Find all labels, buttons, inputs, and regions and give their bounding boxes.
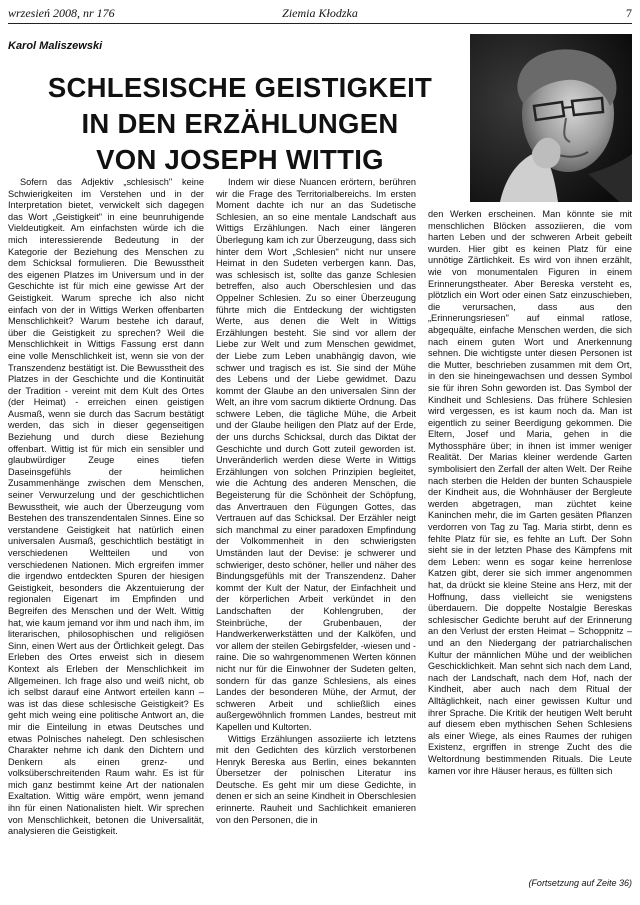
issue-info: wrzesień 2008, nr 176 [8, 6, 115, 20]
title-line-3: VON JOSEPH WITTIG [96, 144, 384, 175]
author-photo [470, 34, 632, 202]
magazine-name: Ziemia Kłodzka [282, 6, 358, 20]
paragraph: Wittigs Erzählungen assoziierte ich letztens mit den Gedichten des kürzlich verstorbenen Henryk Bereska aus Berlin, eines bekannten Übersetzer der polnischen Literatur ins Deutsche. Es geht mir um diese Gedichte, in denen er sich an seine Kindheit in Oberschlesien erinnerte. Rauheit und Sachlichkeit emanieren von den Personen, die in [216, 733, 416, 825]
title-line-1: SCHLESISCHE GEISTIGKEIT [47, 72, 433, 103]
paragraph: Indem wir diese Nuancen erörtern, berühren wir die Frage des Territorialbereichs. Im ersten Moment dachte ich nur an das Sudetische Schlesien, an so eine mentale Landschaft aus Wittigs Erzählungen. Nach einer längeren Überlegung kam ich zur Überzeugung, dass sich hinter dem Wort „Schlesien" nicht nur unsere Heimat in den Sudeten verbergen kann. Das, was schlesisch ist, sollte das ganze Schlesien betreffen, also auch Oberschlesien und das Oppelner Schlesien. Zu so einer Überzeugung führte mich die Entdeckung der wichtigsten Werte, aus denen die Welt in Wittigs Erzählungen besteht. Sie sind vor allem der Liebe zur Welt und zum Menschen gewidmet, der Liebe zum Leben unabhängig davon, wie schwer und tragisch es ist. Sie sind der Mühe des Lebens und der Liebe gewidmet. Dazu kommt der Glaube an den universalen Sinn der Welt, an ihre vom sacrum diktierte Ordnung. Das schwere Leben, die tägliche Mühe, die Arbeit und der Glaube heiligen den Platz auf der Erde, der uns durchs Schicksal, durch das Diktat der Geschichte und durch Gott zuteil geworden ist. Unveränderlich werden diese Werte in Wittigs Erzählungen von solchen Prinzipien begleitet, wie die Achtung des anderen Menschen, die Begeisterung für die Schönheit der Schöpfung, das Anvertrauen den Fügungen Gottes, das Vertrauen auf das Schicksal. Der Erzähler neigt sich manchmal zu einer paradoxen Empfindung der Volkommenheit in den schwierigsten Umständen laut der Devise: je schwerer und schwieriger, desto schöner, heller und näher des Bindungsgefühls mit der Transzendenz. Daher kommt der Kult der Natur, der Einfachheit und der körperlichen Arbeit verkündet in den Landschaften der Kohlengruben, der Steinbrüche, der Grubenbauen, der Handwerkerwerkstätten und der Kalköfen, und vor allem der steilen Gebirgsfelder, -wiesen und -raine. Die so wahrgenommenen Werten können nicht nur für die Einwohner der Sudeten gelten, sondern für das ganze Schlesiens, als eines Landes der besonderen Mühe, der Armut, der schweren Arbeit und schließlich eines außergewöhnlich frommen Landes, bestreut mit Kapellen und Kultorten. [216, 177, 416, 732]
paragraph: den Werken erscheinen. Man könnte sie mit menschlichen Blöcken assoziieren, die vom harten Leben und der schweren Arbeit gebeilt wurden. Hier gibt es keinen Platz für eine unnötige Zärtlichkeit. Es wird von ihnen erzählt, wie von monumentalen Figuren in einem Erinnerungstheater. Aber Bereska versteht es, plötzlich ein Wort oder einen Satz einzuschieben, die verursachen, dass aus den „Erinnerungsriesen" auf einmal ratlose, abgequälte, einfache Menschen werden, die sich nach einem guten Wort und Anerkennung sehnen. Die wichtigste unter diesen Personen ist die Mutter, beschrieben zusammen mit dem Ort, in den sie hineingewachsen und dessen Symbol sie für ihren Sohn geworden ist. Das Symbol der Kindheit und Schlesiens. Das frühere Schlesien wird vergessen, es ist kaum noch da. Man ist eigentlich zu seiner Beerdigung gekommen. Die Eltern, Josef und Maria, gehen in die Mythossphäre über; in ihnen ist immer weniger Realität. Der Marias kleiner werdende Garten symbolisiert den Zerfall der alten Welt. Der Reihe nach sterben die Helden der bunten Schauspiele der Kindheit aus, die Wohnhäuser der Bergleute werden abgetragen, man züchtet keine Kaninchen mehr, die im Garten gesäten Pflanzen verdorren von Tag zu Tag. Maria stirbt, denn es fehlte Platz für sie, es fehlte an Luft. Der Sohn sieht sie in der letzten Phase des Kämpfens mit dem Leben: wenn es sogar keine herrenlose Katzen gibt, derer sie sich immer angenommen hat, da drückt sie kleine Steine ans Herz, mit der Hoffnung, dass vielleicht sie wenigstens überdauern. Die doppelte Nostalgie Bereskas schlesischer Gedichte beruht auf der Erinnerung an den Verlust der ersten Heimat – Schoppnitz – und an den Niedergang der patriarchalischen Kultur der männlichen Mühe und der weiblichen Geschicklichkeit. Man sehnt sich nach dem Land, nach der Landschaft, nach dem Hof, nach der Kindheit, aber auch nach dem Ritual der Alltäglichkeit, nach einer gewissen Kultur und ihrer Sprache. Die Kritik der heutigen Welt beruht auf diesem eben mythischen Sehen Schlesiens als einer Wiege, als eines Raumes der ruhigen Existenz, ergriffen in strenge Zucht des die Weltordnung bestimmenden Rituals. Die Leute kamen vor ihre Häuser heraus, es füllten sich [428, 209, 632, 776]
author-name: Karol Maliszewski [8, 40, 103, 52]
paragraph: Sofern das Adjektiv „schlesisch" keine Schwierigkeiten im Verstehen und in der Interpretation bietet, verwickelt sich dagegen das Wort „Geistigkeit" in eine beunruhigende Vieldeutigkeit. Am einfachsten würde ich die mich interessierende Bedeutung in der Kategorie der Beziehung des Menschen zu dem Schicksal formulieren. Die Bewusstheit des eigenen Platzes im Universum und in der Geschichte ist für mich eine gewisse Art der Geistigkeit. Warum spreche ich also nicht einfach von der in Wittigs Werken offenbarten Menschlichkeit? Warum bestehe ich darauf, über die Geistigkeit zu sprechen? Weil die Menschlichkeit in Wittigs Fassung erst dann eine volle Menschlichkeit ist, wenn sie von der Transzendenz bestätigt ist. Die Bewusstheit des Platzes in der Geschichte und die Kontinuität der Tradition - vereint mit dem Kult des Ortes (der Heimat) - erreichen einen geistigen Ausmaß, wenn sie durch das Sacrum bestätigt werden, das sich in dieser gegenseitigen Beziehung und durch diese Beziehung offenbart. Wittig ist für mich ein sensibler und glaubwürdiger Zeuge eines tiefen Daseinsgefühls der heimlichen Zusammenhänge zwischen dem Menschen, seiner Verwurzelung und der geschichtlichen Bewusstheit, wie auch der Überzeugung vom Bestehen des transzendentalen Sinnes. Eine so verstandene Geistigkeit hat natürlich einen universalen Ausmaß, geschichtlich bestätigt in verschiedenen Weltteilen und von verschiedenen Nationen. Mich ergreifen immer die irgendwo entdeckten Spuren der hiesigen Geistigkeit, besonders die Akzentuierung der regionalen Eigenart im Empfinden und Begreifen des Menschen und der Welt. Wittig hat, wie kaum jemand vor ihm und nach ihm, im literarischen, philosophischen und religiösen Sinn, einen Wert aus der Örtlichkeit gelegt. Das Erleben des Ortes erweist sich in diesem Kontext als Erleben der Menschlichkeit im Allgemeinen. Ich frage also und weiß nicht, ob ich selbst darauf eine Antwort erteilen kann – was ist das diese schlesische Geistigkeit? Es geht mich weing eine politische Antwort an, die mir die Einteilung in etwas Deutsches und etwas Polnisches nahelegt. Den schlesischen Charakter nehme ich dank den Dichtern und Denkern als einen grenz- und volksüberschreitenden Raum wahr. Es ist für mich ganz bestimmt keine Art der nationalen Exaltation. Wittig wäre empört, wenn jemand ihn für einen Nationalisten hielt. Wir sprechen von Menschlichkeit, betonen die Universalität, analysieren die Geistigkeit. [8, 177, 204, 837]
article-column-1 [8, 177, 204, 838]
article-column-2 [216, 177, 416, 826]
page-number: 7 [626, 6, 632, 20]
title-line-2: IN DEN ERZÄHLUNGEN [81, 108, 399, 139]
article-column-3 [428, 209, 632, 777]
article-title [14, 70, 466, 178]
header-rule [8, 23, 632, 24]
continuation-note: (Fortsetzung auf Zeite 36) [528, 878, 632, 888]
page-header [8, 6, 632, 22]
portrait-image [470, 34, 632, 202]
